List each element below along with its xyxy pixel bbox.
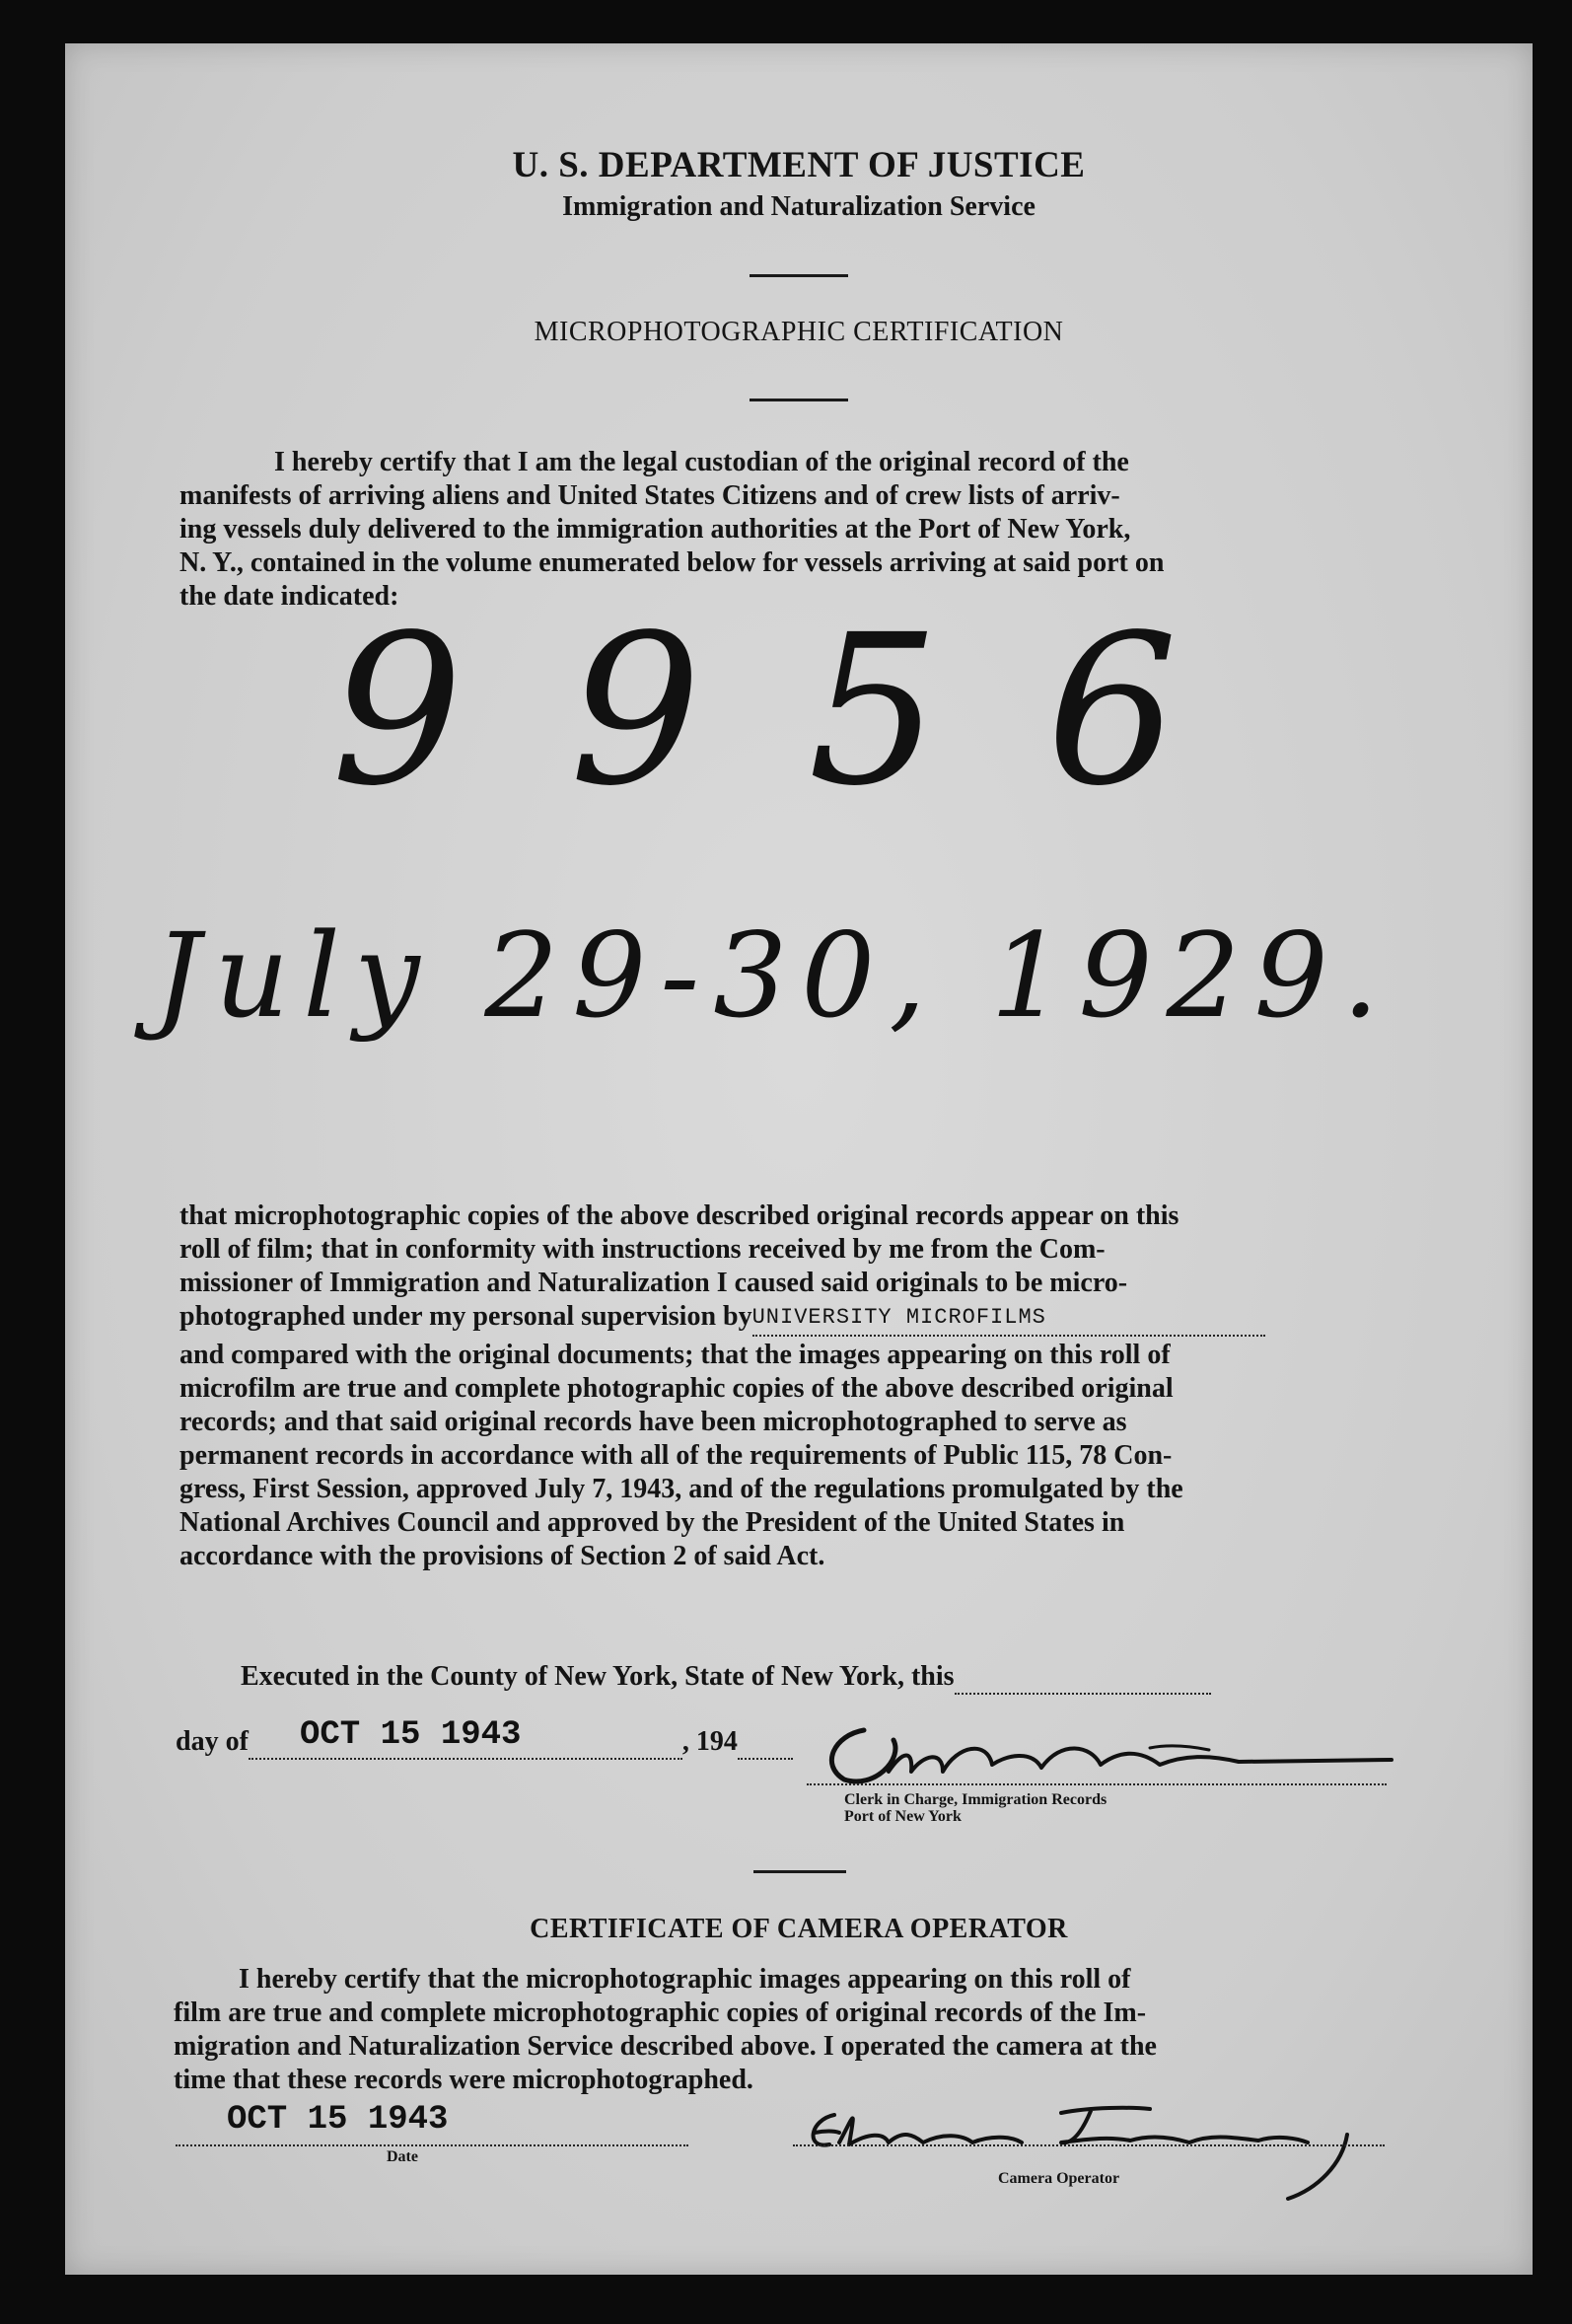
body-line: accordance with the provisions of Section 2 of said Act. [179, 1541, 825, 1571]
day-of-label: day of [176, 1726, 249, 1757]
executed-text: Executed in the County of New York, State of New York, this [241, 1661, 955, 1692]
body-line: records; and that said original records have been microphotographed to serve as [179, 1407, 1127, 1437]
camera-operator-label: Camera Operator [998, 2170, 1120, 2187]
intro-line: N. Y., contained in the volume enumerated below for vessels arriving at said port on [179, 547, 1165, 578]
certificate-page [65, 43, 1533, 2275]
operator-date-stamp: OCT 15 1943 [227, 2101, 449, 2139]
body-line: roll of film; that in conformity with instructions received by me from the Com- [179, 1234, 1106, 1265]
year-field [738, 1726, 793, 1760]
intro-paragraph [179, 446, 1462, 614]
divider [750, 274, 848, 277]
body-line: and compared with the original documents; that the images appearing on this roll of [179, 1340, 1171, 1370]
clerk-signature [795, 1710, 1396, 1799]
clerk-title-line: Port of New York [844, 1808, 962, 1825]
camera-operator-title: CERTIFICATE OF CAMERA OPERATOR [530, 1914, 1068, 1944]
date-label: Date [387, 2148, 418, 2165]
intro-line: ing vessels duly delivered to the immigration authorities at the Port of New York, [179, 514, 1131, 545]
executed-line [241, 1661, 1211, 1695]
camera-operator-signature [795, 2095, 1406, 2204]
operator-signature-line [793, 2142, 1385, 2146]
operator-date-line [176, 2142, 688, 2146]
divider [750, 399, 848, 401]
intro-line: the date indicated: [179, 581, 399, 612]
operator-line: migration and Naturalization Service described above. I operated the camera at the [174, 2031, 1157, 2062]
intro-line: manifests of arriving aliens and United States Citizens and of crew lists of arriv- [179, 480, 1120, 511]
operator-line: film are true and complete microphotographic copies of original records of the Im- [174, 1997, 1147, 2028]
clerk-title-line: Clerk in Charge, Immigration Records [844, 1791, 1108, 1808]
operator-line: I hereby certify that the microphotographic images appearing on this roll of [239, 1964, 1131, 1995]
body-line: missioner of Immigration and Naturalization I caused said originals to be micro- [179, 1268, 1128, 1298]
department-heading: U. S. DEPARTMENT OF JUSTICE [512, 145, 1086, 185]
body-line: microfilm are true and complete photographic copies of the above described original [179, 1373, 1174, 1404]
day-field [955, 1661, 1211, 1695]
handwritten-date: July 29-30, 1929. [154, 908, 1393, 1044]
clerk-title [844, 1791, 1107, 1825]
body-line: that microphotographic copies of the above described original records appear on this [179, 1200, 1179, 1231]
photographed-by-prefix: photographed under my personal supervision by [179, 1301, 752, 1332]
body-line: National Archives Council and approved by the President of the United States in [179, 1507, 1125, 1538]
operator-line: time that these records were microphotographed. [174, 2065, 753, 2095]
divider [753, 1870, 846, 1873]
date-stamp: OCT 15 1943 [300, 1716, 522, 1754]
photographer-field [752, 1298, 1265, 1337]
photographer-value: UNIVERSITY MICROFILMS [751, 1305, 1046, 1330]
handwritten-volume-number: 9956 [331, 590, 1285, 832]
body-paragraph [179, 1199, 1462, 1573]
year-prefix: , 194 [681, 1726, 738, 1757]
body-line: permanent records in accordance with all of the requirements of Public 115, 78 Con- [179, 1440, 1173, 1471]
clerk-signature-line [807, 1781, 1387, 1785]
certification-title: MICROPHOTOGRAPHIC CERTIFICATION [534, 317, 1064, 347]
photographed-by-line [179, 1300, 1462, 1339]
intro-line: I hereby certify that I am the legal custodian of the original record of the [274, 447, 1129, 477]
body-line: gress, First Session, approved July 7, 1943, and of the regulations promulgated by the [179, 1474, 1183, 1504]
service-subheading: Immigration and Naturalization Service [562, 191, 1036, 222]
camera-operator-paragraph [174, 1963, 1458, 2097]
